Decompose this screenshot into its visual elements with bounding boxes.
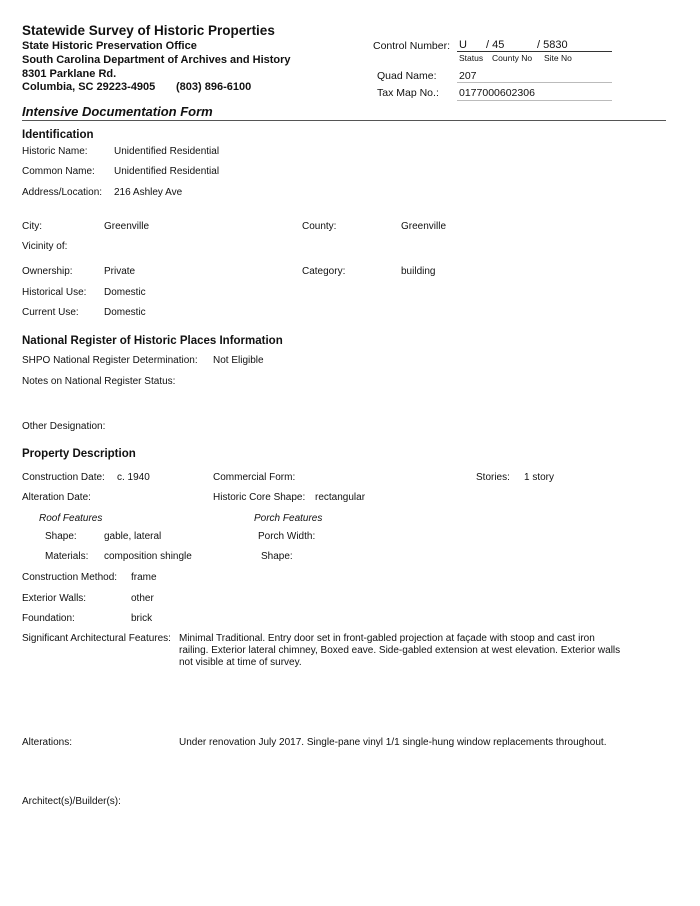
roof-shape-label: Shape:	[45, 531, 77, 542]
historical-use-label: Historical Use:	[22, 287, 87, 298]
control-status-caption: Status	[459, 53, 484, 63]
porch-features-heading: Porch Features	[254, 513, 323, 524]
department-name: South Carolina Department of Archives and History	[22, 54, 291, 66]
address-value: 216 Ashley Ave	[114, 187, 183, 198]
office-name: State Historic Preservation Office	[22, 40, 197, 52]
shpo-determination-value: Not Eligible	[213, 355, 264, 366]
tax-map-label: Tax Map No.:	[377, 87, 439, 99]
foundation-value: brick	[131, 613, 153, 624]
alterations-value: Under renovation July 2017. Single-pane vinyl 1/1 single-hung window replacements throughout.	[179, 737, 607, 748]
roof-materials-label: Materials:	[45, 551, 89, 562]
exterior-walls-value: other	[131, 593, 154, 604]
ownership-label: Ownership:	[22, 266, 73, 277]
office-street: 8301 Parklane Rd.	[22, 68, 117, 80]
identification-heading: Identification	[22, 129, 94, 141]
quad-name-label: Quad Name:	[377, 70, 437, 82]
alteration-date-label: Alteration Date:	[22, 492, 91, 503]
nrhp-heading: National Register of Historic Places Information	[22, 335, 283, 347]
roof-materials-value: composition shingle	[104, 551, 192, 562]
current-use-label: Current Use:	[22, 307, 79, 318]
tax-map-underline	[457, 100, 612, 101]
control-county-value: / 45	[486, 39, 505, 51]
architect-builder-label: Architect(s)/Builder(s):	[22, 796, 121, 807]
nr-notes-label: Notes on National Register Status:	[22, 376, 176, 387]
control-number-label: Control Number:	[373, 40, 451, 52]
stories-label: Stories:	[476, 472, 510, 483]
city-value: Greenville	[104, 221, 150, 232]
office-phone: (803) 896-6100	[176, 81, 252, 93]
county-value: Greenville	[401, 221, 447, 232]
category-value: building	[401, 266, 436, 277]
form-title: Intensive Documentation Form	[22, 104, 213, 119]
core-shape-value: rectangular	[315, 492, 366, 503]
roof-features-heading: Roof Features	[39, 513, 103, 524]
control-site-caption: Site No	[544, 53, 572, 63]
quad-name-underline	[457, 82, 612, 83]
stories-value: 1 story	[524, 472, 555, 483]
other-designation-label: Other Designation:	[22, 421, 106, 432]
exterior-walls-label: Exterior Walls:	[22, 593, 87, 604]
construction-method-label: Construction Method:	[22, 572, 118, 583]
common-name-label: Common Name:	[22, 166, 95, 177]
address-label: Address/Location:	[22, 187, 103, 198]
control-number-underline	[457, 51, 612, 52]
commercial-form-label: Commercial Form:	[213, 472, 296, 483]
city-label: City:	[22, 221, 42, 232]
office-city: Columbia, SC 29223-4905	[22, 81, 156, 93]
construction-date-label: Construction Date:	[22, 472, 105, 483]
porch-shape-label: Shape:	[261, 551, 293, 562]
current-use-value: Domestic	[104, 307, 146, 318]
construction-date-value: c. 1940	[117, 472, 150, 483]
foundation-label: Foundation:	[22, 613, 75, 624]
architectural-features-value: Minimal Traditional. Entry door set in front-gabled projection at façade with stoop and cast iron railing. Exterior lateral chimney, Boxed eave. Side-gabled extension at west elevation. Exterior walls not visible at time of survey.	[179, 633, 621, 668]
control-site-value: / 5830	[537, 39, 568, 51]
construction-method-value: frame	[131, 572, 157, 583]
control-county-caption: County No	[492, 53, 533, 63]
property-description-heading: Property Description	[22, 448, 136, 460]
historical-use-value: Domestic	[104, 287, 146, 298]
historic-name-label: Historic Name:	[22, 146, 88, 157]
survey-title: Statewide Survey of Historic Properties	[22, 23, 275, 38]
alterations-label: Alterations:	[22, 737, 73, 748]
category-label: Category:	[302, 266, 346, 277]
historic-name-value: Unidentified Residential	[114, 146, 220, 157]
ownership-value: Private	[104, 266, 136, 277]
common-name-value: Unidentified Residential	[114, 166, 220, 177]
core-shape-label: Historic Core Shape:	[213, 492, 306, 503]
architectural-features-label: Significant Architectural Features:	[22, 633, 171, 644]
form-title-rule	[22, 120, 666, 121]
porch-width-label: Porch Width:	[258, 531, 316, 542]
vicinity-label: Vicinity of:	[22, 241, 68, 252]
roof-shape-value: gable, lateral	[104, 531, 162, 542]
quad-name-value: 207	[459, 70, 477, 82]
shpo-determination-label: SHPO National Register Determination:	[22, 355, 198, 366]
control-status-value: U	[459, 39, 467, 51]
tax-map-value: 0177000602306	[459, 87, 535, 99]
county-label: County:	[302, 221, 337, 232]
